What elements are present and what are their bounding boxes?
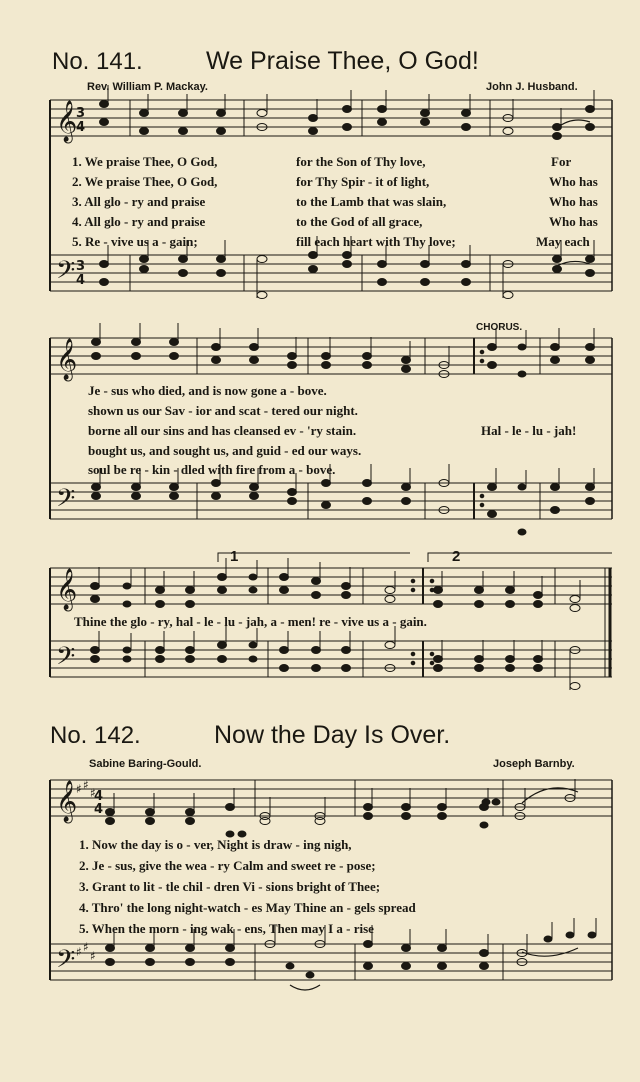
line2-verse-1: Je - sus who died, and is now gone a - bove.: [88, 383, 327, 398]
hymn-142-verse-5: 5. When the morn - ing wak - ens, Then may I a - rise: [79, 921, 374, 936]
svg-text:♯: ♯: [83, 940, 89, 954]
verse-3-c: Who has: [549, 194, 598, 209]
svg-text:♯: ♯: [76, 945, 82, 959]
svg-text:𝄞: 𝄞: [56, 569, 78, 610]
hymn-141-author: Rev. William P. Mackay.: [87, 81, 208, 93]
hymn-142-author: Sabine Baring-Gould.: [89, 758, 202, 770]
verse-5-a: 5. Re - vive us a - gain;: [72, 234, 198, 249]
verse-1-b: for the Son of Thy love,: [296, 154, 426, 169]
verse-2-a: 2. We praise Thee, O God,: [72, 174, 218, 189]
hymn-142-verse-3: 3. Grant to lit - tle chil - dren Vi - sions bright of Thee;: [79, 879, 381, 894]
hymn-142-title: Now the Day Is Over.: [214, 721, 451, 749]
verse-1-a: 1. We praise Thee, O God,: [72, 154, 218, 169]
verse-3-b: to the Lamb that was slain,: [296, 194, 447, 209]
svg-text:♯: ♯: [90, 949, 96, 963]
hymn-142-composer: Joseph Barnby.: [493, 758, 575, 770]
verse-4-b: to the God of all grace,: [296, 214, 423, 229]
svg-text:♯: ♯: [90, 786, 96, 800]
verse-5-c: May each: [536, 234, 590, 249]
svg-text:𝄢: 𝄢: [56, 945, 76, 980]
line2-verse-5: soul be re - kin - dled with fire from a - bove.: [88, 462, 336, 477]
second-ending-number: 2: [452, 548, 461, 565]
svg-text:4: 4: [94, 802, 104, 817]
verse-3-a: 3. All glo - ry and praise: [72, 194, 206, 209]
hymn-141-composer: John J. Husband.: [486, 81, 578, 93]
verse-2-c: Who has: [549, 174, 598, 189]
line2-verse-4: bought us, and sought us, and guid - ed our ways.: [88, 443, 362, 458]
svg-text:𝄢: 𝄢: [56, 256, 76, 291]
svg-text:𝄞: 𝄞: [56, 101, 78, 142]
svg-text:4: 4: [76, 273, 86, 288]
line2-verse-3: borne all our sins and has cleansed ev - 'ry stain.: [88, 423, 357, 438]
hymn-142-verse-2: 2. Je - sus, give the wea - ry Calm and sweet re - pose;: [79, 858, 376, 873]
svg-text:𝄞: 𝄞: [56, 781, 78, 822]
hymn-142-verse-1: 1. Now the day is o - ver, Night is draw - ing nigh,: [79, 837, 352, 852]
hymn-141-title: We Praise Thee, O God!: [206, 47, 479, 75]
svg-text:𝄢: 𝄢: [56, 484, 76, 519]
svg-text:3: 3: [76, 106, 86, 121]
svg-text:♯: ♯: [83, 778, 89, 792]
verse-4-a: 4. All glo - ry and praise: [72, 214, 206, 229]
verse-5-b: fill each heart with Thy love;: [296, 234, 456, 249]
verse-4-c: Who has: [549, 214, 598, 229]
hymn-141-number: No. 141.: [52, 48, 143, 75]
svg-text:3: 3: [76, 259, 86, 274]
hymn-142-number: No. 142.: [50, 722, 141, 749]
svg-text:𝄞: 𝄞: [56, 339, 78, 380]
svg-text:4: 4: [94, 789, 104, 804]
svg-text:𝄢: 𝄢: [56, 642, 76, 677]
hallelujah-text: Hal - le - lu - jah!: [481, 423, 577, 438]
line2-verse-2: shown us our Sav - ior and scat - tered our night.: [88, 403, 358, 418]
refrain-text: Thine the glo - ry, hal - le - lu - jah, a - men! re - vive us a - gain.: [74, 614, 427, 629]
svg-text:♯: ♯: [76, 782, 82, 796]
first-ending-number: 1: [230, 548, 239, 565]
chorus-label: CHORUS.: [476, 322, 523, 333]
verse-2-b: for Thy Spir - it of light,: [296, 174, 430, 189]
hymn-142-verse-4: 4. Thro' the long night-watch - es May Thine an - gels spread: [79, 900, 416, 915]
verse-1-c: For: [551, 154, 572, 169]
svg-text:4: 4: [76, 120, 86, 135]
